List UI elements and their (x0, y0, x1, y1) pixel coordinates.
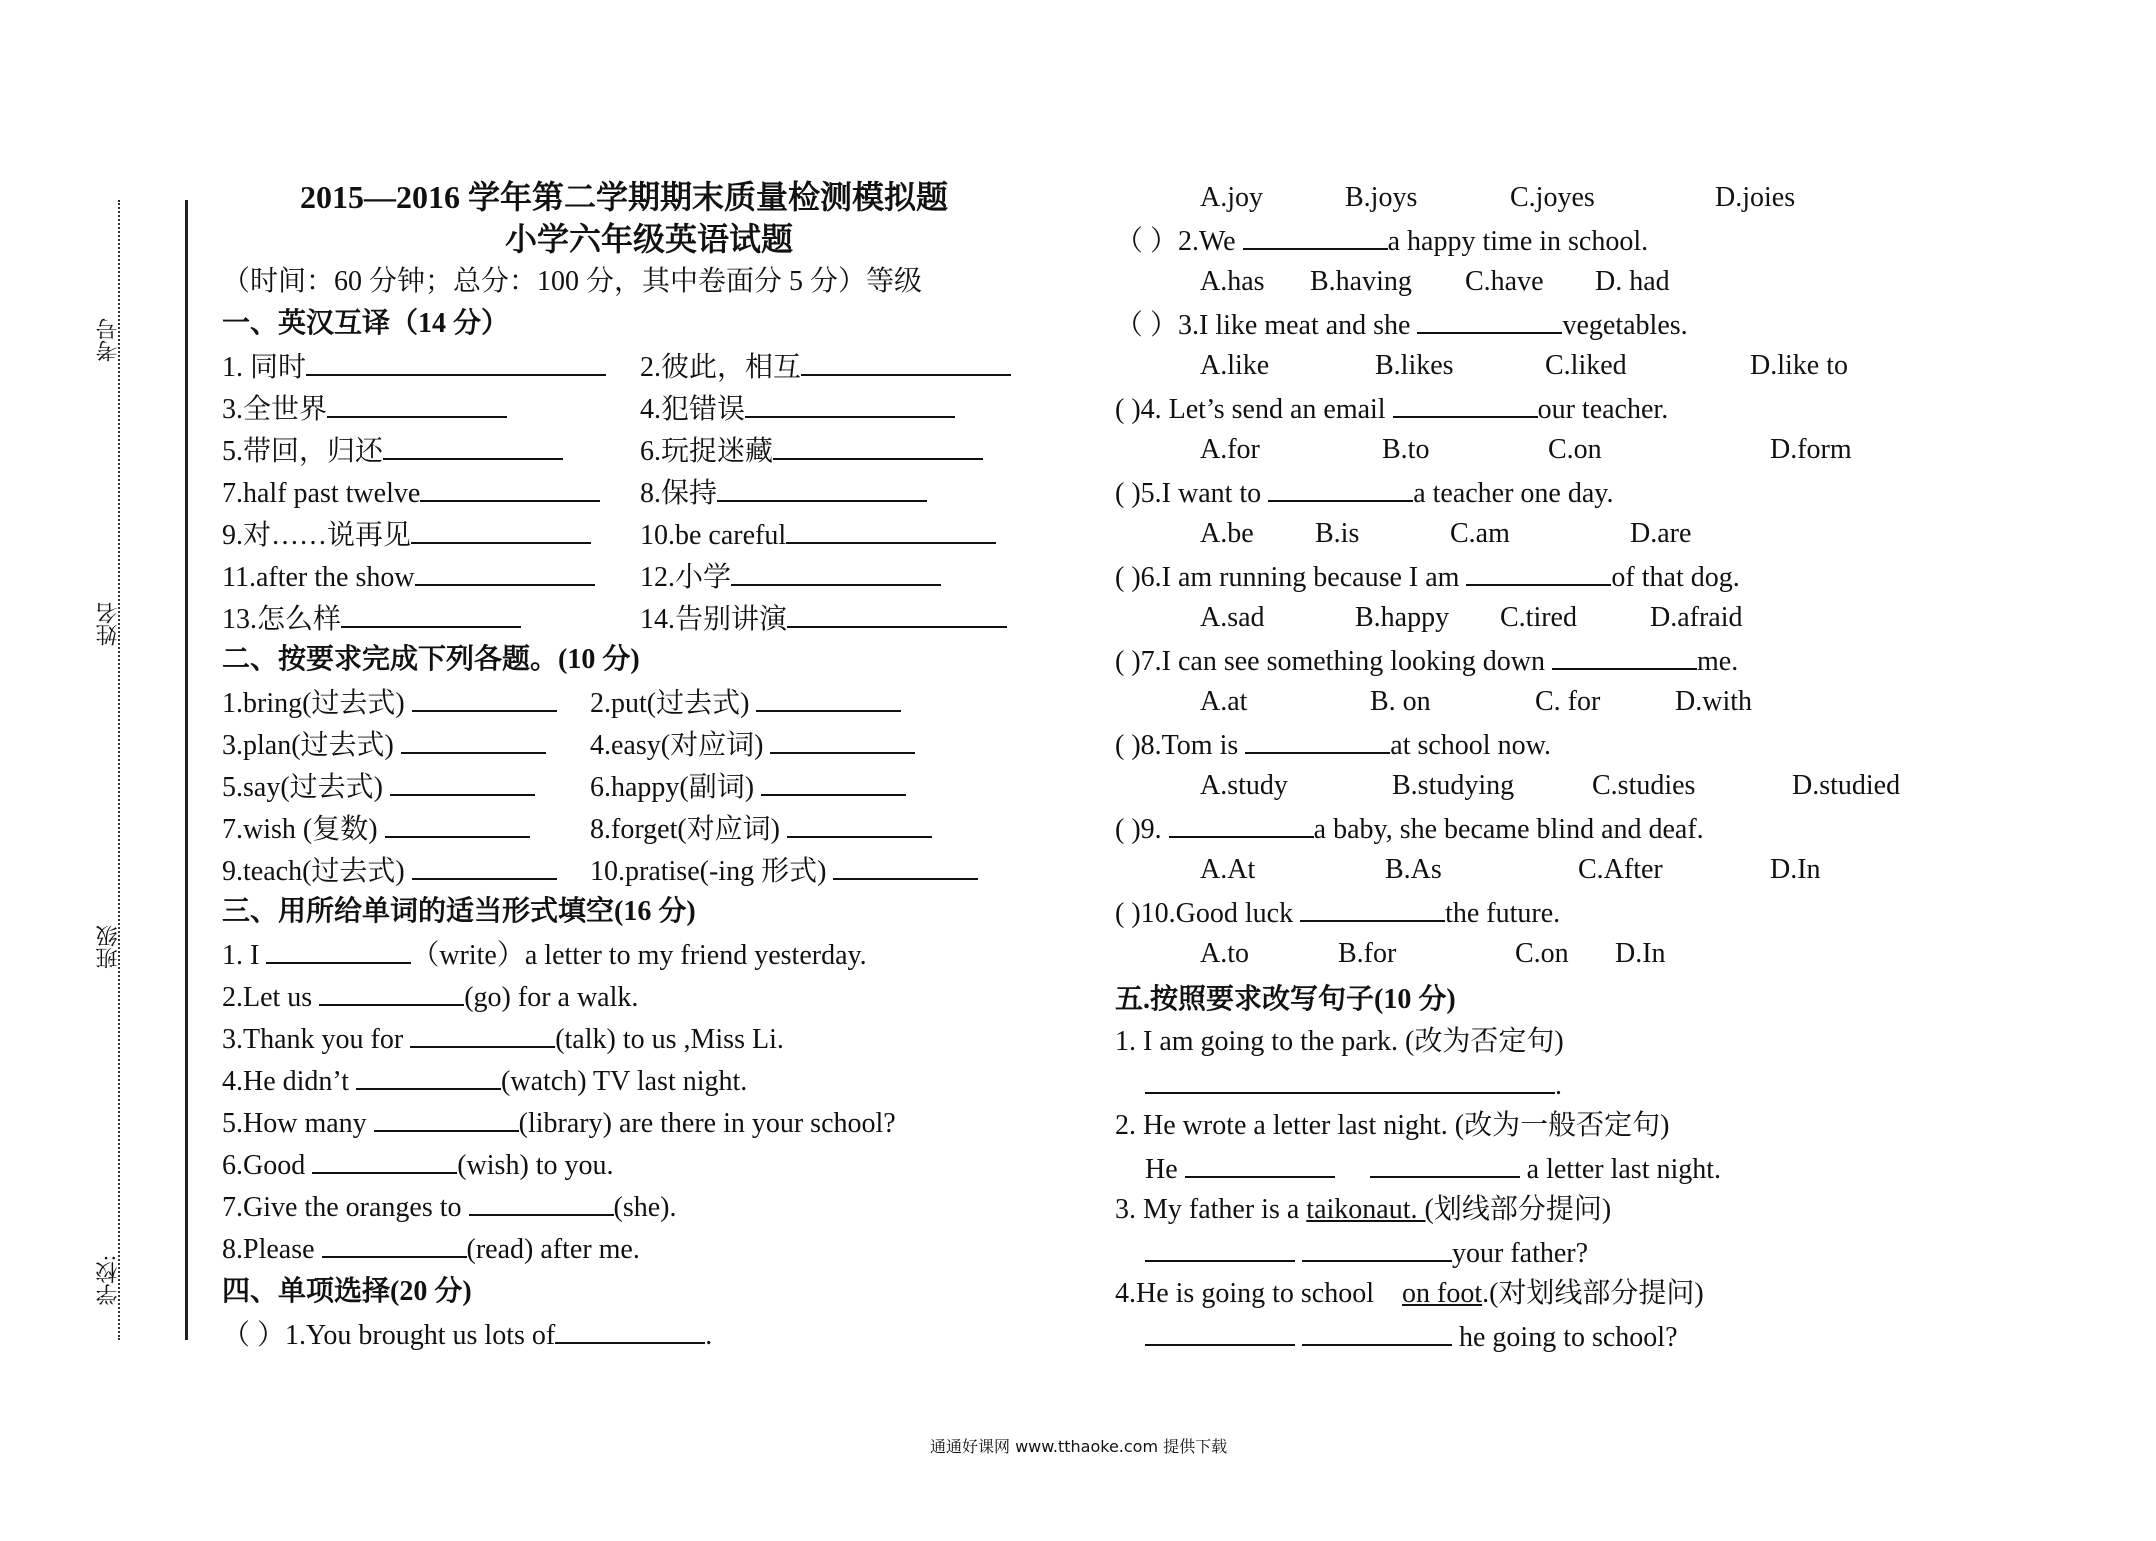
rewrite-answer-3: your father? (1145, 1232, 1588, 1274)
question-stem (1115, 808, 1704, 850)
answer-blank[interactable] (756, 682, 901, 712)
question-stem (1115, 640, 1738, 682)
answer-blank[interactable] (1552, 640, 1697, 670)
name-label: 姓名 (95, 602, 120, 646)
vocab-item (640, 514, 996, 556)
vocab-item (222, 556, 595, 598)
answer-blank[interactable] (717, 472, 927, 502)
vocab-prompt: 2.彼此，相互 (640, 352, 802, 383)
vocab-prompt: 10.be careful (640, 520, 787, 551)
exam-info: （时间：60 分钟；总分：100 分，其中卷面分 5 分）等级 (222, 266, 923, 297)
wordform-prompt: 10.pratise(-ing 形式) (590, 856, 827, 887)
fill-blank-prefix: 7.Give the oranges to (222, 1192, 462, 1223)
answer-blank[interactable] (1300, 892, 1445, 922)
answer-blank[interactable] (1245, 724, 1390, 754)
fill-blank-item (222, 1186, 676, 1228)
answer-blank[interactable] (555, 1314, 705, 1344)
option[interactable]: A.like (1200, 350, 1270, 381)
rewrite-question-3: 3. My father is a taikonaut. (划线部分提问) (1115, 1194, 1612, 1225)
wordform-prompt: 5.say(过去式) (222, 772, 383, 803)
question-suffix: our teacher. (1537, 394, 1669, 425)
rewrite-answer-2: He a letter last night. (1145, 1148, 1721, 1190)
vocab-prompt: 1. 同时 (222, 352, 307, 383)
wordform-item (222, 682, 557, 724)
option[interactable]: D.studied (1792, 770, 1901, 801)
answer-blank[interactable] (1145, 1064, 1555, 1094)
question-suffix: a happy time in school. (1387, 226, 1649, 257)
fill-blank-suffix: (she). (613, 1192, 677, 1223)
wordform-item (222, 850, 557, 892)
rewrite-question-4: 4.He is going to school on foot.(对划线部分提问) (1115, 1278, 1704, 1309)
fill-blank-item (222, 976, 638, 1018)
vocab-item (640, 430, 983, 472)
question-stem (1115, 724, 1551, 766)
wordform-prompt: 8.forget(对应词) (590, 814, 780, 845)
answer-blank[interactable] (401, 724, 546, 754)
fill-blank-suffix: (wish) to you. (457, 1150, 614, 1181)
option[interactable]: B.As (1385, 854, 1442, 885)
question-suffix: the future. (1445, 898, 1561, 929)
answer-blank[interactable] (1302, 1316, 1452, 1346)
option[interactable]: D.like to (1750, 350, 1848, 381)
option[interactable]: C.on (1548, 434, 1602, 465)
option[interactable]: D. had (1595, 266, 1670, 297)
fill-blank-prefix: 8.Please (222, 1234, 315, 1265)
section2-heading: 二、按要求完成下列各题。(10 分) (222, 644, 640, 675)
answer-blank[interactable] (266, 934, 411, 964)
answer-blank[interactable] (411, 514, 591, 544)
vocab-prompt: 13.怎么样 (222, 604, 342, 635)
section5-heading: 五.按照要求改写句子(10 分) (1115, 984, 1456, 1015)
option[interactable]: A.has (1200, 266, 1265, 297)
question-1: （ ）1.You brought us lots of . (222, 1314, 712, 1356)
wordform-prompt: 3.plan(过去式) (222, 730, 394, 761)
question-prefix: （ ）2.We (1115, 226, 1236, 257)
answer-blank[interactable] (1268, 472, 1413, 502)
vocab-prompt: 11.after the show (222, 562, 415, 593)
answer-blank[interactable] (415, 556, 595, 586)
fill-blank-prefix: 3.Thank you for (222, 1024, 404, 1055)
option[interactable]: D.afraid (1650, 602, 1743, 633)
answer-blank[interactable] (1185, 1148, 1335, 1178)
answer-blank[interactable] (412, 850, 557, 880)
fill-blank-item (222, 1102, 896, 1144)
question-suffix: at school now. (1390, 730, 1551, 761)
option[interactable]: D.In (1615, 938, 1666, 969)
question-prefix: ( )4. Let’s send an email (1115, 394, 1386, 425)
fill-blank-item (222, 1018, 784, 1060)
rewrite-answer-1: . (1145, 1064, 1562, 1106)
option[interactable]: B.happy (1355, 602, 1450, 633)
fill-blank-suffix: (library) are there in your school? (518, 1108, 896, 1139)
answer-blank[interactable] (410, 1018, 555, 1048)
vocab-item (222, 388, 507, 430)
answer-blank[interactable] (412, 682, 557, 712)
vocab-prompt: 3.全世界 (222, 394, 328, 425)
option[interactable]: D.joies (1715, 182, 1796, 213)
answer-blank[interactable] (383, 430, 563, 460)
vocab-item (222, 430, 563, 472)
option[interactable]: C.liked (1545, 350, 1627, 381)
option[interactable]: C.tired (1500, 602, 1577, 633)
fill-blank-prefix: 1. I (222, 940, 260, 971)
option[interactable]: A.study (1200, 770, 1288, 801)
vocab-item (222, 472, 600, 514)
answer-blank[interactable] (1145, 1232, 1295, 1262)
option[interactable]: B.joys (1345, 182, 1418, 213)
answer-blank[interactable] (801, 346, 1011, 376)
option[interactable]: A.joy (1200, 182, 1263, 213)
option[interactable]: A.for (1200, 434, 1260, 465)
question-prefix: ( )8.Tom is (1115, 730, 1239, 761)
fill-blank-item (222, 1060, 747, 1102)
option[interactable]: C. for (1535, 686, 1601, 717)
option[interactable]: B. on (1370, 686, 1431, 717)
option[interactable]: C.am (1450, 518, 1510, 549)
wordform-prompt: 1.bring(过去式) (222, 688, 405, 719)
school-label: 学校: (95, 1255, 120, 1306)
answer-blank[interactable] (356, 1060, 501, 1090)
answer-blank[interactable] (833, 850, 978, 880)
fill-blank-suffix: (talk) to us ,Miss Li. (555, 1024, 784, 1055)
answer-blank[interactable] (306, 346, 606, 376)
question-prefix: ( )6.I am running because I am (1115, 562, 1460, 593)
question-prefix: ( )10.Good luck (1115, 898, 1294, 929)
wordform-item (590, 682, 901, 724)
answer-blank[interactable] (390, 766, 535, 796)
answer-blank[interactable] (773, 430, 983, 460)
question-stem (1115, 388, 1668, 430)
answer-blank[interactable] (420, 472, 600, 502)
fill-blank-prefix: 2.Let us (222, 982, 313, 1013)
option[interactable]: A.sad (1200, 602, 1265, 633)
wordform-item (590, 766, 906, 808)
fill-blank-prefix: 4.He didn’t (222, 1066, 350, 1097)
answer-blank[interactable] (731, 556, 941, 586)
answer-blank[interactable] (1302, 1232, 1452, 1262)
wordform-prompt: 2.put(过去式) (590, 688, 750, 719)
vocab-item (222, 346, 606, 388)
section4-heading: 四、单项选择(20 分) (222, 1276, 472, 1307)
option[interactable]: A.at (1200, 686, 1248, 717)
question-prefix: （ ）3.I like meat and she (1115, 310, 1411, 341)
vocab-item (640, 388, 955, 430)
option[interactable]: A.At (1200, 854, 1256, 885)
question-stem (1115, 472, 1613, 514)
section1-heading: 一、英汉互译（14 分） (222, 308, 510, 339)
vocab-item (640, 346, 1011, 388)
exam-title: 2015—2016 学年第二学期期末质量检测模拟题 (300, 179, 949, 215)
wordform-item (590, 850, 978, 892)
question-suffix: a teacher one day. (1413, 478, 1614, 509)
fill-blank-item (222, 934, 867, 976)
option[interactable]: C.After (1578, 854, 1663, 885)
wordform-prompt: 4.easy(对应词) (590, 730, 764, 761)
answer-blank[interactable] (322, 1228, 467, 1258)
option[interactable]: B.having (1310, 266, 1412, 297)
option[interactable]: B.studying (1392, 770, 1515, 801)
question-suffix: a baby, she became blind and deaf. (1313, 814, 1704, 845)
option[interactable]: B.to (1382, 434, 1430, 465)
question-suffix: vegetables. (1562, 310, 1688, 341)
exam-subtitle: 小学六年级英语试题 (505, 221, 794, 257)
wordform-item (222, 724, 546, 766)
question-stem (1115, 556, 1740, 598)
rewrite-question-2: 2. He wrote a letter last night. (改为一般否定句) (1115, 1110, 1670, 1141)
option[interactable]: D.are (1630, 518, 1692, 549)
fill-blank-suffix: (go) for a walk. (464, 982, 639, 1013)
vocab-prompt: 12.小学 (640, 562, 732, 593)
exam-no-label: 考号 (95, 318, 120, 362)
answer-blank[interactable] (745, 388, 955, 418)
fill-blank-item (222, 1228, 640, 1270)
rewrite-question-1: 1. I am going to the park. (改为否定句) (1115, 1026, 1564, 1057)
wordform-item (590, 724, 915, 766)
option[interactable]: C.have (1465, 266, 1544, 297)
answer-blank[interactable] (770, 724, 915, 754)
answer-blank[interactable] (786, 514, 996, 544)
underlined-word: taikonaut. ( (1306, 1194, 1434, 1225)
fill-blank-suffix: (watch) TV last night. (501, 1066, 748, 1097)
wordform-prompt: 7.wish (复数) (222, 814, 378, 845)
option[interactable]: A.be (1200, 518, 1254, 549)
answer-blank[interactable] (1370, 1148, 1520, 1178)
fill-blank-item (222, 1144, 614, 1186)
answer-blank[interactable] (1169, 808, 1314, 838)
answer-blank[interactable] (319, 976, 464, 1006)
fill-blank-prefix: 6.Good (222, 1150, 306, 1181)
option[interactable]: B.for (1338, 938, 1397, 969)
rewrite-answer-4: he going to school? (1145, 1316, 1678, 1358)
answer-blank[interactable] (1243, 220, 1388, 250)
vocab-prompt: 5.带回，归还 (222, 436, 384, 467)
answer-blank[interactable] (1466, 556, 1611, 586)
fill-blank-prefix: 5.How many (222, 1108, 367, 1139)
answer-blank[interactable] (327, 388, 507, 418)
answer-blank[interactable] (341, 598, 521, 628)
vocab-prompt: 8.保持 (640, 478, 718, 509)
section3-heading: 三、用所给单词的适当形式填空(16 分) (222, 896, 696, 927)
underlined-word: on foot (1402, 1278, 1483, 1309)
wordform-prompt: 9.teach(过去式) (222, 856, 405, 887)
option[interactable]: A.to (1200, 938, 1249, 969)
answer-blank[interactable] (374, 1102, 519, 1132)
option[interactable]: D.In (1770, 854, 1821, 885)
question-stem (1115, 892, 1560, 934)
vocab-prompt: 4.犯错误 (640, 394, 746, 425)
answer-blank[interactable] (761, 766, 906, 796)
answer-blank[interactable] (312, 1144, 457, 1174)
wordform-item (222, 766, 535, 808)
option[interactable]: D.with (1675, 686, 1752, 717)
fill-blank-suffix: （write）a letter to my friend yesterday. (411, 940, 867, 971)
wordform-prompt: 6.happy(副词) (590, 772, 755, 803)
vocab-item (640, 472, 927, 514)
question-suffix: me. (1697, 646, 1739, 677)
option[interactable]: B.likes (1375, 350, 1454, 381)
vocab-prompt: 9.对……说再见 (222, 520, 412, 551)
answer-blank[interactable] (787, 598, 1007, 628)
binding-solid-line (185, 200, 188, 1340)
vocab-prompt: 7.half past twelve (222, 478, 421, 509)
vocab-prompt: 6.玩捉迷藏 (640, 436, 774, 467)
binding-dotted-line (118, 200, 120, 1340)
answer-blank[interactable] (469, 1186, 614, 1216)
answer-blank[interactable] (787, 808, 932, 838)
option[interactable]: B.is (1315, 518, 1360, 549)
wordform-item (222, 808, 530, 850)
option[interactable]: D.form (1770, 434, 1852, 465)
wordform-item (590, 808, 932, 850)
option[interactable]: C.studies (1592, 770, 1696, 801)
question-stem (1115, 304, 1688, 346)
question-prefix: ( )9. (1115, 814, 1162, 845)
vocab-item (640, 598, 1007, 640)
option[interactable]: C.on (1515, 938, 1569, 969)
question-suffix: of that dog. (1611, 562, 1740, 593)
vocab-item (222, 598, 521, 640)
question-prefix: ( )7.I can see something looking down (1115, 646, 1546, 677)
class-label: 班级 (95, 925, 120, 969)
vocab-item (640, 556, 941, 598)
question-stem (1115, 220, 1648, 262)
fill-blank-suffix: (read) after me. (466, 1234, 640, 1265)
vocab-item (222, 514, 591, 556)
answer-blank[interactable] (1417, 304, 1562, 334)
vocab-prompt: 14.告别讲演 (640, 604, 788, 635)
footer-credit: 通通好课网 www.tthaoke.com 提供下载 (930, 1437, 1228, 1456)
question-prefix: ( )5.I want to (1115, 478, 1262, 509)
option[interactable]: C.joyes (1510, 182, 1595, 213)
answer-blank[interactable] (1393, 388, 1538, 418)
answer-blank[interactable] (385, 808, 530, 838)
answer-blank[interactable] (1145, 1316, 1295, 1346)
